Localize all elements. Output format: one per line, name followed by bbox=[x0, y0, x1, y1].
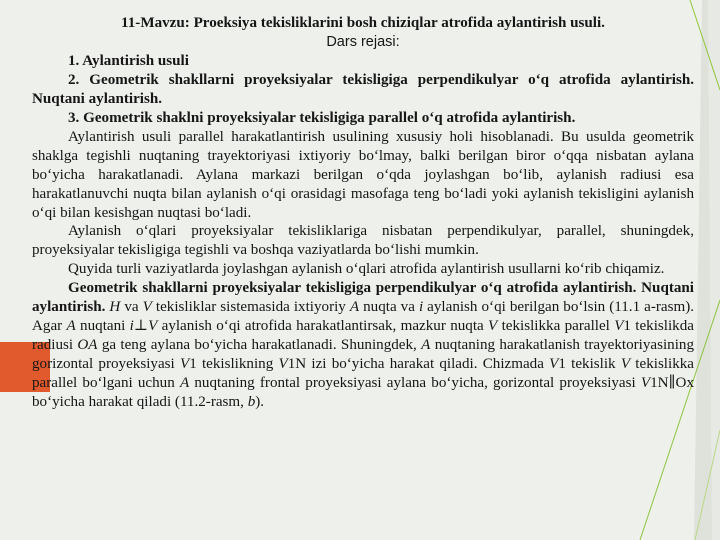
seg: V bbox=[148, 318, 158, 335]
slide-content bbox=[32, 14, 694, 412]
seg: nuqtaning harakatlanish trayektoriyasining gorizontal proyeksiyasi bbox=[32, 337, 695, 373]
seg: OA bbox=[77, 337, 98, 354]
seg: ∥ bbox=[668, 375, 676, 392]
seg: V bbox=[278, 356, 288, 373]
plan-item: 1. Aylantirish usuli bbox=[68, 52, 189, 69]
seg: ⊥ bbox=[133, 318, 149, 335]
seg: V bbox=[614, 318, 624, 335]
rotation-paragraph bbox=[32, 279, 694, 412]
seg: V bbox=[640, 375, 651, 392]
seg: H bbox=[109, 299, 121, 316]
rotation-heading: Geometrik shakllarni proyeksiyalar tekisligiga perpendikulyar o‘q atrofida aylantirish. Nuqtani aylantirish. bbox=[32, 280, 694, 316]
seg: nuqtani bbox=[75, 318, 130, 335]
body-paragraph: Quyida turli vaziyatlarda joylashgan aylanish o‘qlari atrofida aylantirish usullarni ko‘rib chiqamiz. bbox=[68, 261, 665, 278]
lesson-title: 11-Mavzu: Proeksiya tekisliklarini bosh chiziqlar atrofida aylantirish usuli. bbox=[121, 15, 605, 31]
seg: bo‘yicha harakat qiladi (11.2-rasm, bbox=[32, 394, 248, 411]
body-paragraph: Aylantirish usuli parallel harakatlantirish usulining xususiy holi hisoblanadi. Bu usulda geometrik shaklga tegishli nuqtaning trayektoriyasi ixtiyoriy bo‘lmay, balki berilgan biror o‘qqa nisbatan aylana bo‘yicha harakatlanadi. Aylana markazi berilgan o‘qda joylashgan bo‘lib, aylanish radiusi esa harakatlanuvchi nuqta bilan aylanish o‘qi orasidagi masofaga teng bo‘ladi yoki aylanish tekisligini aylanish o‘qi bilan kesishgan nuqtasi bo‘ladi. bbox=[32, 128, 694, 221]
seg: A bbox=[66, 318, 76, 335]
plan-item: 2. Geometrik shakllarni proyeksiyalar tekisligiga perpendikulyar o‘q atrofida aylantirish. Nuqtani aylantirish. bbox=[32, 71, 694, 107]
seg: 1 tekislikda radiusi bbox=[32, 318, 694, 354]
seg: tekisliklar sistemasida ixtiyoriy bbox=[151, 299, 350, 316]
seg: 1 tekislik bbox=[558, 356, 621, 373]
seg: A bbox=[421, 337, 431, 354]
seg: ga teng aylana bo‘yicha harakatlanadi. Shuningdek, bbox=[97, 337, 422, 354]
body-paragraph: Aylanish o‘qlari proyeksiyalar tekisliklariga nisbatan perpendikulyar, parallel, shuningdek, proyeksiyalar tekisligiga tegishli va boshqa vaziyatlarda bo‘lishi mumkin. bbox=[32, 223, 694, 259]
seg: V bbox=[142, 299, 152, 316]
seg: aylanish o‘qi atrofida harakatlantirsak, mazkur nuqta bbox=[157, 318, 489, 335]
seg: A bbox=[179, 375, 190, 392]
seg: aylanish o‘qi berilgan bo‘lsin (11.1 a-rasm). Agar bbox=[32, 299, 695, 335]
seg: va bbox=[120, 299, 143, 316]
seg: tekislikka parallel bbox=[497, 318, 615, 335]
seg: 1 tekislikning bbox=[189, 356, 279, 373]
seg: 1N izi bo‘yicha harakat qiladi. Chizmada bbox=[287, 356, 550, 373]
seg: V bbox=[488, 318, 498, 335]
plan-item: 3. Geometrik shaklni proyeksiyalar tekisligiga parallel o‘q atrofida aylantirish. bbox=[68, 109, 576, 126]
seg: Ox bbox=[675, 375, 694, 392]
seg: A bbox=[349, 299, 360, 316]
seg: i bbox=[418, 299, 424, 316]
seg: V bbox=[549, 356, 559, 373]
seg: V bbox=[179, 356, 190, 373]
seg: ). bbox=[255, 394, 265, 411]
seg: b bbox=[247, 394, 256, 411]
seg: V bbox=[620, 356, 631, 373]
seg: tekislikka parallel bo‘lgani uchun bbox=[32, 356, 694, 392]
seg: i bbox=[129, 318, 134, 335]
seg: nuqta va bbox=[359, 299, 419, 316]
seg: 1N bbox=[650, 375, 669, 392]
seg: nuqtaning frontal proyeksiyasi aylana bo‘yicha, gorizontal proyeksiyasi bbox=[189, 375, 641, 392]
plan-heading: Dars rejasi: bbox=[326, 33, 400, 50]
